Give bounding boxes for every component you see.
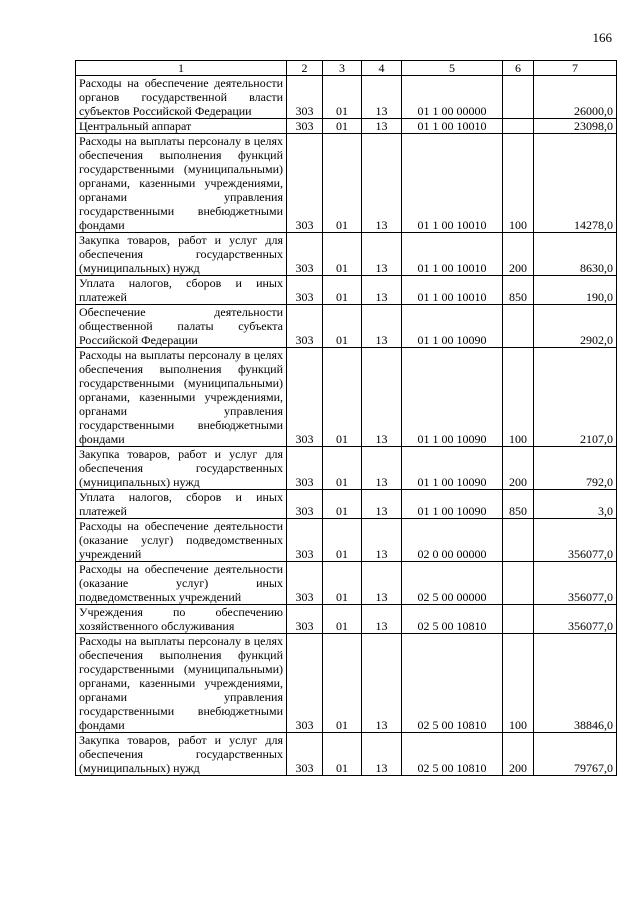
amount-cell: 2902,0 [534, 305, 617, 348]
expense-name-cell: Расходы на выплаты персоналу в целях обеспечения выполнения функций государственными (муниципальными) органами, казенными учреждениями, органами управления государственными внебюджетными фондами [76, 348, 287, 447]
expense-name-cell: Расходы на обеспечение деятельности (оказание услуг) иных подведомственных учреждений [76, 562, 287, 605]
amount-cell: 356077,0 [534, 605, 617, 634]
section-code-cell: 01 [323, 519, 362, 562]
expense-type-cell: 200 [503, 733, 534, 776]
column-header: 7 [534, 61, 617, 76]
expense-name-cell: Расходы на обеспечение деятельности органов государственной власти субъектов Российской Федерации [76, 76, 287, 119]
expense-type-cell [503, 119, 534, 134]
expense-type-cell [503, 605, 534, 634]
ministry-code-cell: 303 [287, 634, 323, 733]
target-article-cell: 01 1 00 00000 [402, 76, 503, 119]
section-code-cell: 01 [323, 76, 362, 119]
section-code-cell: 01 [323, 490, 362, 519]
subsection-code-cell: 13 [362, 134, 402, 233]
table-row [76, 348, 617, 447]
table-row [76, 119, 617, 134]
expense-name-cell: Учреждения по обеспечению хозяйственного обслуживания [76, 605, 287, 634]
expense-type-cell: 850 [503, 490, 534, 519]
subsection-code-cell: 13 [362, 233, 402, 276]
section-code-cell: 01 [323, 733, 362, 776]
table-row [76, 519, 617, 562]
amount-cell: 190,0 [534, 276, 617, 305]
ministry-code-cell: 303 [287, 562, 323, 605]
subsection-code-cell: 13 [362, 519, 402, 562]
column-header: 3 [323, 61, 362, 76]
target-article-cell: 02 5 00 10810 [402, 634, 503, 733]
column-header: 5 [402, 61, 503, 76]
expense-name-cell: Уплата налогов, сборов и иных платежей [76, 276, 287, 305]
amount-cell: 2107,0 [534, 348, 617, 447]
budget-table [75, 60, 617, 776]
expense-name-cell: Закупка товаров, работ и услуг для обеспечения государственных (муниципальных) нужд [76, 447, 287, 490]
subsection-code-cell: 13 [362, 490, 402, 519]
expense-name-cell: Расходы на обеспечение деятельности (оказание услуг) подведомственных учреждений [76, 519, 287, 562]
table-row [76, 562, 617, 605]
expense-type-cell [503, 305, 534, 348]
subsection-code-cell: 13 [362, 605, 402, 634]
target-article-cell: 02 5 00 10810 [402, 605, 503, 634]
subsection-code-cell: 13 [362, 733, 402, 776]
column-header: 2 [287, 61, 323, 76]
expense-name-cell: Закупка товаров, работ и услуг для обеспечения государственных (муниципальных) нужд [76, 733, 287, 776]
amount-cell: 356077,0 [534, 562, 617, 605]
expense-type-cell: 100 [503, 348, 534, 447]
expense-name-cell: Расходы на выплаты персоналу в целях обеспечения выполнения функций государственными (муниципальными) органами, казенными учреждениями, органами управления государственными внебюджетными фондами [76, 134, 287, 233]
section-code-cell: 01 [323, 447, 362, 490]
column-header: 4 [362, 61, 402, 76]
column-header: 6 [503, 61, 534, 76]
subsection-code-cell: 13 [362, 562, 402, 605]
section-code-cell: 01 [323, 119, 362, 134]
amount-cell: 356077,0 [534, 519, 617, 562]
ministry-code-cell: 303 [287, 76, 323, 119]
target-article-cell: 01 1 00 10010 [402, 233, 503, 276]
subsection-code-cell: 13 [362, 447, 402, 490]
table-row [76, 134, 617, 233]
target-article-cell: 01 1 00 10010 [402, 276, 503, 305]
table-row [76, 276, 617, 305]
section-code-cell: 01 [323, 562, 362, 605]
target-article-cell: 02 5 00 10810 [402, 733, 503, 776]
ministry-code-cell: 303 [287, 447, 323, 490]
ministry-code-cell: 303 [287, 733, 323, 776]
subsection-code-cell: 13 [362, 119, 402, 134]
target-article-cell: 01 1 00 10090 [402, 305, 503, 348]
target-article-cell: 02 5 00 00000 [402, 562, 503, 605]
section-code-cell: 01 [323, 605, 362, 634]
expense-type-cell [503, 562, 534, 605]
section-code-cell: 01 [323, 276, 362, 305]
table-row [76, 233, 617, 276]
amount-cell: 14278,0 [534, 134, 617, 233]
subsection-code-cell: 13 [362, 76, 402, 119]
target-article-cell: 01 1 00 10090 [402, 490, 503, 519]
expense-type-cell: 200 [503, 447, 534, 490]
expense-type-cell: 850 [503, 276, 534, 305]
amount-cell: 26000,0 [534, 76, 617, 119]
ministry-code-cell: 303 [287, 233, 323, 276]
subsection-code-cell: 13 [362, 348, 402, 447]
amount-cell: 8630,0 [534, 233, 617, 276]
ministry-code-cell: 303 [287, 490, 323, 519]
target-article-cell: 01 1 00 10010 [402, 119, 503, 134]
amount-cell: 792,0 [534, 447, 617, 490]
ministry-code-cell: 303 [287, 276, 323, 305]
target-article-cell: 02 0 00 00000 [402, 519, 503, 562]
section-code-cell: 01 [323, 348, 362, 447]
amount-cell: 38846,0 [534, 634, 617, 733]
section-code-cell: 01 [323, 134, 362, 233]
expense-type-cell: 200 [503, 233, 534, 276]
expense-name-cell: Расходы на выплаты персоналу в целях обеспечения выполнения функций государственными (муниципальными) органами, казенными учреждениями, органами управления государственными внебюджетными фондами [76, 634, 287, 733]
target-article-cell: 01 1 00 10010 [402, 134, 503, 233]
expense-type-cell [503, 76, 534, 119]
ministry-code-cell: 303 [287, 134, 323, 233]
expense-type-cell: 100 [503, 134, 534, 233]
expense-name-cell: Уплата налогов, сборов и иных платежей [76, 490, 287, 519]
expense-name-cell: Центральный аппарат [76, 119, 287, 134]
section-code-cell: 01 [323, 634, 362, 733]
table-row [76, 76, 617, 119]
amount-cell: 79767,0 [534, 733, 617, 776]
expense-name-cell: Закупка товаров, работ и услуг для обеспечения государственных (муниципальных) нужд [76, 233, 287, 276]
header-row [76, 61, 617, 76]
amount-cell: 3,0 [534, 490, 617, 519]
table-row [76, 634, 617, 733]
table-row [76, 605, 617, 634]
table-row [76, 447, 617, 490]
table-row [76, 490, 617, 519]
ministry-code-cell: 303 [287, 348, 323, 447]
table-row [76, 305, 617, 348]
expense-name-cell: Обеспечение деятельности общественной палаты субъекта Российской Федерации [76, 305, 287, 348]
ministry-code-cell: 303 [287, 305, 323, 348]
column-header: 1 [76, 61, 287, 76]
subsection-code-cell: 13 [362, 276, 402, 305]
target-article-cell: 01 1 00 10090 [402, 348, 503, 447]
page-number: 166 [592, 30, 612, 45]
section-code-cell: 01 [323, 233, 362, 276]
subsection-code-cell: 13 [362, 634, 402, 733]
ministry-code-cell: 303 [287, 119, 323, 134]
expense-type-cell: 100 [503, 634, 534, 733]
section-code-cell: 01 [323, 305, 362, 348]
ministry-code-cell: 303 [287, 519, 323, 562]
target-article-cell: 01 1 00 10090 [402, 447, 503, 490]
amount-cell: 23098,0 [534, 119, 617, 134]
expense-type-cell [503, 519, 534, 562]
subsection-code-cell: 13 [362, 305, 402, 348]
ministry-code-cell: 303 [287, 605, 323, 634]
table-row [76, 733, 617, 776]
